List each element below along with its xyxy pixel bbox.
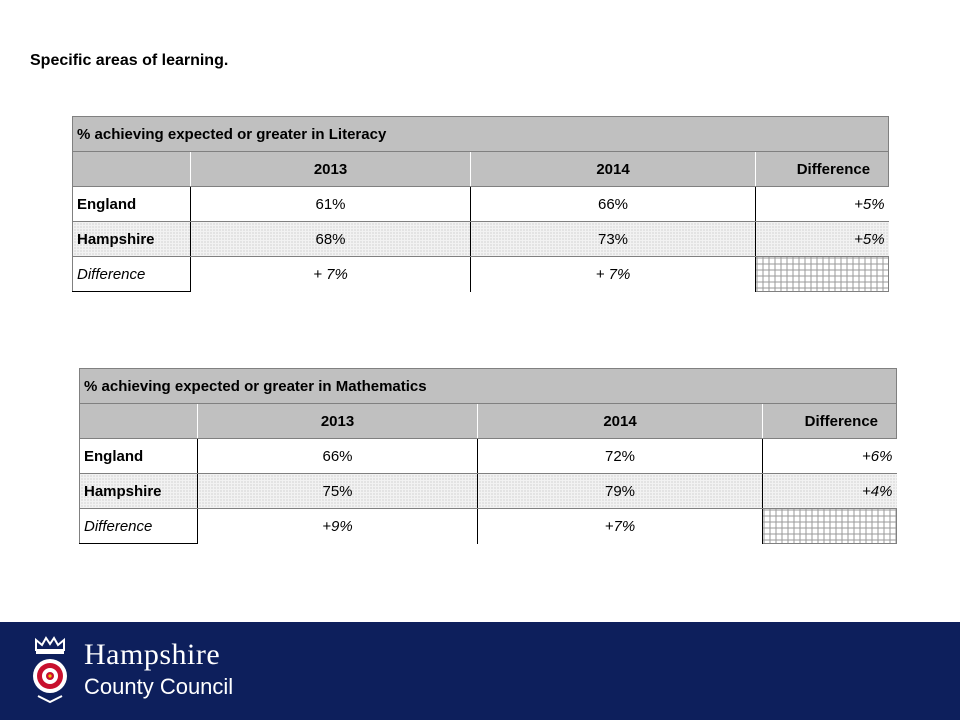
row-label: Difference <box>73 257 191 292</box>
cell-2014: 66% <box>471 187 756 222</box>
cell-2014: 73% <box>471 222 756 257</box>
header-row <box>73 152 889 187</box>
row-label: Difference <box>80 509 198 544</box>
table-title: % achieving expected or greater in Mathematics <box>80 369 897 404</box>
cell-2014: + 7% <box>471 257 756 292</box>
table-row-hampshire <box>80 474 897 509</box>
table-row-hampshire <box>73 222 889 257</box>
mathematics-table <box>79 368 897 544</box>
page-heading: Specific areas of learning. <box>30 52 229 69</box>
table-title-row <box>73 117 889 152</box>
row-label: Hampshire <box>80 474 198 509</box>
table-row-difference <box>73 257 889 292</box>
cell-2013: 75% <box>198 474 478 509</box>
brand-name: Hampshire <box>84 638 221 671</box>
cell-2014: 72% <box>478 439 763 474</box>
table-row-england <box>73 187 889 222</box>
header-2013: 2013 <box>198 404 478 439</box>
header-2014: 2014 <box>471 152 756 187</box>
header-row <box>80 404 897 439</box>
hampshire-crest-icon <box>28 636 72 704</box>
cell-difference: +4% <box>763 474 897 509</box>
cell-2013: 61% <box>191 187 471 222</box>
header-2013: 2013 <box>191 152 471 187</box>
row-label: England <box>80 439 198 474</box>
brand-subtitle: County Council <box>84 674 234 699</box>
row-label: England <box>73 187 191 222</box>
header-difference: Difference <box>763 404 897 439</box>
row-label: Hampshire <box>73 222 191 257</box>
table-row-england <box>80 439 897 474</box>
footer-banner <box>0 622 960 720</box>
cell-difference: +5% <box>756 222 889 257</box>
header-blank <box>73 152 191 187</box>
cell-2013: 68% <box>191 222 471 257</box>
header-2014: 2014 <box>478 404 763 439</box>
header-blank <box>80 404 198 439</box>
literacy-table <box>72 116 889 292</box>
cell-difference: +5% <box>756 187 889 222</box>
header-difference: Difference <box>756 152 889 187</box>
cell-2013: + 7% <box>191 257 471 292</box>
cell-empty-grid <box>756 257 889 292</box>
cell-2014: 79% <box>478 474 763 509</box>
cell-2013: +9% <box>198 509 478 544</box>
cell-empty-grid <box>763 509 897 544</box>
table-row-difference <box>80 509 897 544</box>
cell-2013: 66% <box>198 439 478 474</box>
table-title-row <box>80 369 897 404</box>
cell-2014: +7% <box>478 509 763 544</box>
cell-difference: +6% <box>763 439 897 474</box>
table-title: % achieving expected or greater in Literacy <box>73 117 889 152</box>
